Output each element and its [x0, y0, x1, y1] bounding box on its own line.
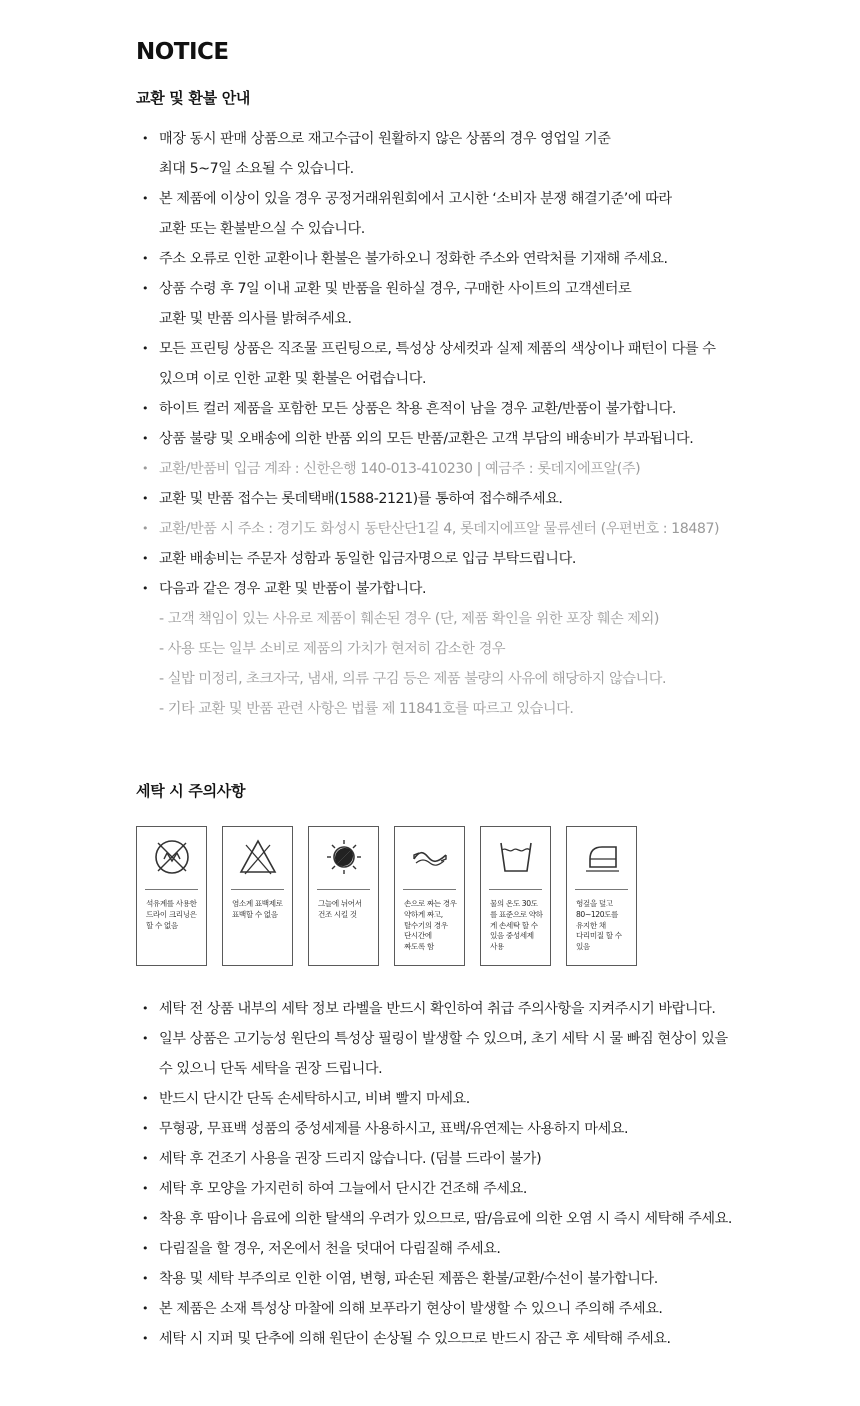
- care-caption: 헝겊을 덮고 80~120도를 유지한 채 다리미질 할 수 있음: [576, 899, 622, 952]
- bullet-item: • 착용 및 세탁 부주의로 인한 이염, 변형, 파손된 제품은 환불/교환/수선이 불가합니다.: [136, 1264, 756, 1294]
- bullet-item: • 하이트 컬러 제품을 포함한 모든 상품은 착용 흔적이 남을 경우 교환/반품이 불가합니다.: [136, 394, 756, 424]
- bullet-item: • 다림질을 할 경우, 저온에서 천을 덧대어 다림질해 주세요.: [136, 1234, 756, 1264]
- bullet-item: • 일부 상품은 고기능성 원단의 특성상 필링이 발생할 수 있으며, 초기 세탁 시 물 빠짐 현상이 있을: [136, 1024, 756, 1054]
- care-divider: [403, 889, 456, 890]
- notice-title: NOTICE: [136, 39, 229, 65]
- care-caption: 석유계를 사용한 드라이 크리닝은 할 수 없음: [146, 899, 197, 930]
- bullet-item: • 세탁 시 지퍼 및 단추에 의해 원단이 손상될 수 있으므로 반드시 잠근 후 세탁해 주세요.: [136, 1324, 756, 1354]
- bullet-item: • 주소 오류로 인한 교환이나 환불은 불가하오니 정화한 주소와 연락처를 기재해 주세요.: [136, 244, 756, 274]
- bullet-item: • 본 제품은 소재 특성상 마찰에 의해 보푸라기 현상이 발생할 수 있으니 주의해 주세요.: [136, 1294, 756, 1324]
- bullet-item: • 교환/반품 시 주소 : 경기도 화성시 동탄산단1길 4, 롯데지에프알 물류센터 (우편번호 : 18487): [136, 514, 756, 544]
- care-divider: [231, 889, 284, 890]
- care-divider: [317, 889, 370, 890]
- care-label-row: [136, 826, 642, 968]
- care-divider: [145, 889, 198, 890]
- no-bleach-icon: [238, 837, 278, 877]
- bullet-continuation: 교환 및 반품 의사를 밝혀주세요.: [159, 311, 352, 327]
- care-caption: 손으로 짜는 경우 약하게 짜고, 탈수기의 경우 단시간에 짜도록 함: [404, 899, 457, 952]
- care-card-no-wring: [394, 826, 465, 966]
- care-card-hand-wash: [480, 826, 551, 966]
- bullet-item: • 착용 후 땀이나 음료에 의한 탈색의 우려가 있으므로, 땀/음료에 의한 오염 시 즉시 세탁해 주세요.: [136, 1204, 756, 1234]
- care-divider: [489, 889, 542, 890]
- bullet-item: • 교환/반품비 입금 계좌 : 신한은행 140-013-410230 | 예금주 : 롯데지에프알(주): [136, 454, 756, 484]
- bullet-item: • 다음과 같은 경우 교환 및 반품이 불가합니다.: [136, 574, 756, 604]
- bullet-continuation: - 사용 또는 일부 소비로 제품의 가치가 현저히 감소한 경우: [159, 641, 506, 657]
- bullet-item: • 세탁 후 건조기 사용을 권장 드리지 않습니다. (덤블 드라이 불가): [136, 1144, 756, 1174]
- no-wring-icon: [410, 837, 450, 877]
- care-caption: 물의 온도 30도 를 표준으로 약하 게 손세탁 할 수 있음 중성세제 사용: [490, 899, 543, 952]
- care-card-no-bleach: [222, 826, 293, 966]
- care-card-no-dry-clean: [136, 826, 207, 966]
- bullet-item: • 상품 불량 및 오배송에 의한 반품 외의 모든 반품/교환은 고객 부담의 배송비가 부과됩니다.: [136, 424, 756, 454]
- washing-caution-list: [136, 994, 756, 1354]
- care-divider: [575, 889, 628, 890]
- no-dry-clean-icon: [152, 837, 192, 877]
- exchange-refund-title: 교환 및 환불 안내: [136, 89, 251, 107]
- hand-wash-30-icon: [496, 837, 536, 877]
- bullet-continuation: - 고객 책임이 있는 사유로 제품이 훼손된 경우 (단, 제품 확인을 위한 포장 훼손 제외): [159, 611, 659, 627]
- bullet-item: • 세탁 전 상품 내부의 세탁 정보 라벨을 반드시 확인하여 취급 주의사항을 지켜주시기 바랍니다.: [136, 994, 756, 1024]
- exchange-refund-list: [136, 124, 756, 724]
- bullet-item: • 무형광, 무표백 성품의 중성세제를 사용하시고, 표백/유연제는 사용하지 마세요.: [136, 1114, 756, 1144]
- bullet-continuation: 교환 또는 환불받으실 수 있습니다.: [159, 221, 365, 237]
- care-card-shade-dry: [308, 826, 379, 966]
- bullet-item: • 매장 동시 판매 상품으로 재고수급이 원활하지 않은 상품의 경우 영업일 기준: [136, 124, 756, 154]
- bullet-item: • 본 제품에 이상이 있을 경우 공정거래위원회에서 고시한 ‘소비자 분쟁 해결기준’에 따라: [136, 184, 756, 214]
- shade-dry-icon: [324, 837, 364, 877]
- bullet-item: • 세탁 후 모양을 가지런히 하여 그늘에서 단시간 건조해 주세요.: [136, 1174, 756, 1204]
- bullet-item: • 상품 수령 후 7일 이내 교환 및 반품을 원하실 경우, 구매한 사이트의 고객센터로: [136, 274, 756, 304]
- bullet-continuation: 있으며 이로 인한 교환 및 환불은 어렵습니다.: [159, 371, 427, 387]
- bullet-item: • 교환 배송비는 주문자 성함과 동일한 입금자명으로 입금 부탁드립니다.: [136, 544, 756, 574]
- iron-cloth-icon: [582, 837, 622, 877]
- bullet-continuation: - 기타 교환 및 반품 관련 사항은 법률 제 11841호를 따르고 있습니다.: [159, 701, 574, 717]
- bullet-continuation: 수 있으니 단독 세탁을 권장 드립니다.: [159, 1061, 383, 1077]
- care-caption: 염소계 표백제로 표백할 수 없음: [232, 899, 283, 919]
- bullet-item: • 모든 프린팅 상품은 직조물 프린팅으로, 특성상 상세컷과 실제 제품의 색상이나 패턴이 다를 수: [136, 334, 756, 364]
- care-caption: 그늘에 뉘어서 건조 시킬 것: [318, 899, 362, 919]
- washing-caution-title: 세탁 시 주의사항: [136, 782, 246, 800]
- bullet-item: • 반드시 단시간 단독 손세탁하시고, 비벼 빨지 마세요.: [136, 1084, 756, 1114]
- bullet-continuation: - 실밥 미정리, 초크자국, 냄새, 의류 구김 등은 제품 불량의 사유에 해당하지 않습니다.: [159, 671, 667, 687]
- care-card-iron: [566, 826, 637, 966]
- bullet-item: • 교환 및 반품 접수는 롯데택배(1588-2121)를 통하여 접수해주세요.: [136, 484, 756, 514]
- bullet-continuation: 최대 5~7일 소요될 수 있습니다.: [159, 161, 354, 177]
